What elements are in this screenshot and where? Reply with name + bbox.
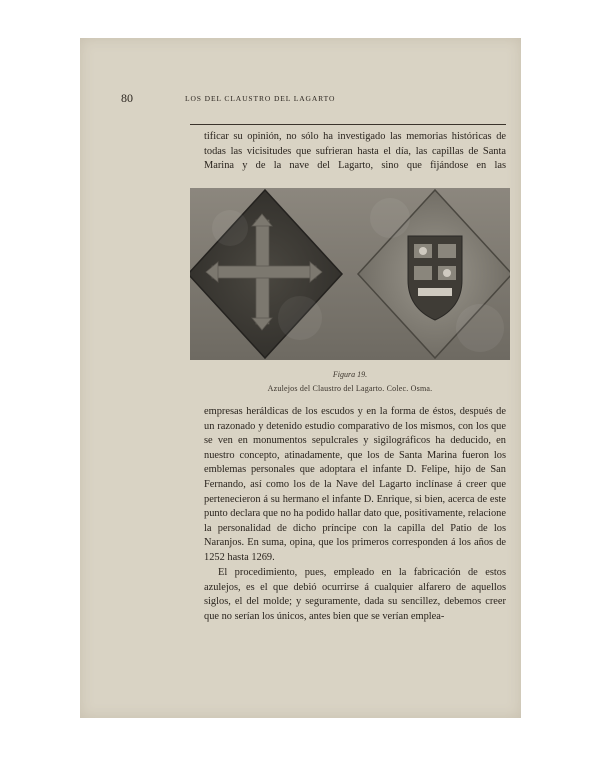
- tiles-photo-illustration: [190, 188, 510, 360]
- figure-photo-tiles: [190, 188, 510, 360]
- page-number: 80: [121, 91, 133, 105]
- paragraph-1: empresas heráldicas de los escudos y en la forma de éstos, después de un razonado y detenido estudio comparativo de los mismos, con los que se ven en monumentos sepulcrales y sigilográficos ha deducido, en nuestro concepto, atinadamente, que los de Santa Marina fueron los emblemas personales que adoptara el infante D. Felipe, hijo de San Fernando, así como los de la Nave del Lagarto inclínase á creer que pertenecieron á su hermano el infante D. Enrique, si bien, acerca de este punto declara que no ha podido hallar dato que, positivamente, relacione la personalidad de dicho príncipe con la capilla del Patio de los Naranjos. En suma, opina, que los primeros corresponden á los años de 1252 hasta 1269.: [204, 406, 506, 563]
- paragraph-top: tificar su opinión, no sólo ha investigado las memorias históricas de todas las vicisitudes que sufrieran hasta el día, las capillas de Santa Marina y de la nave del Lagarto, sino que fijándose en las: [204, 131, 506, 172]
- running-title: LOS DEL CLAUSTRO DEL LAGARTO: [185, 94, 336, 103]
- figure-label: Figura 19.: [332, 370, 368, 379]
- paragraph-2: El procedimiento, pues, empleado en la fabricación de estos azulejos, es el que debió ocurrirse á cualquier alfarero de aquellos siglos, el del molde; y seguramente, dada su sencillez, debemos creer que no serían los únicos, antes bien que se verían emplea-: [204, 567, 506, 622]
- header-rule: [190, 124, 506, 125]
- figure-caption: Azulejos del Claustro del Lagarto. Colec. Osma.: [267, 384, 433, 393]
- page-header: [121, 91, 438, 107]
